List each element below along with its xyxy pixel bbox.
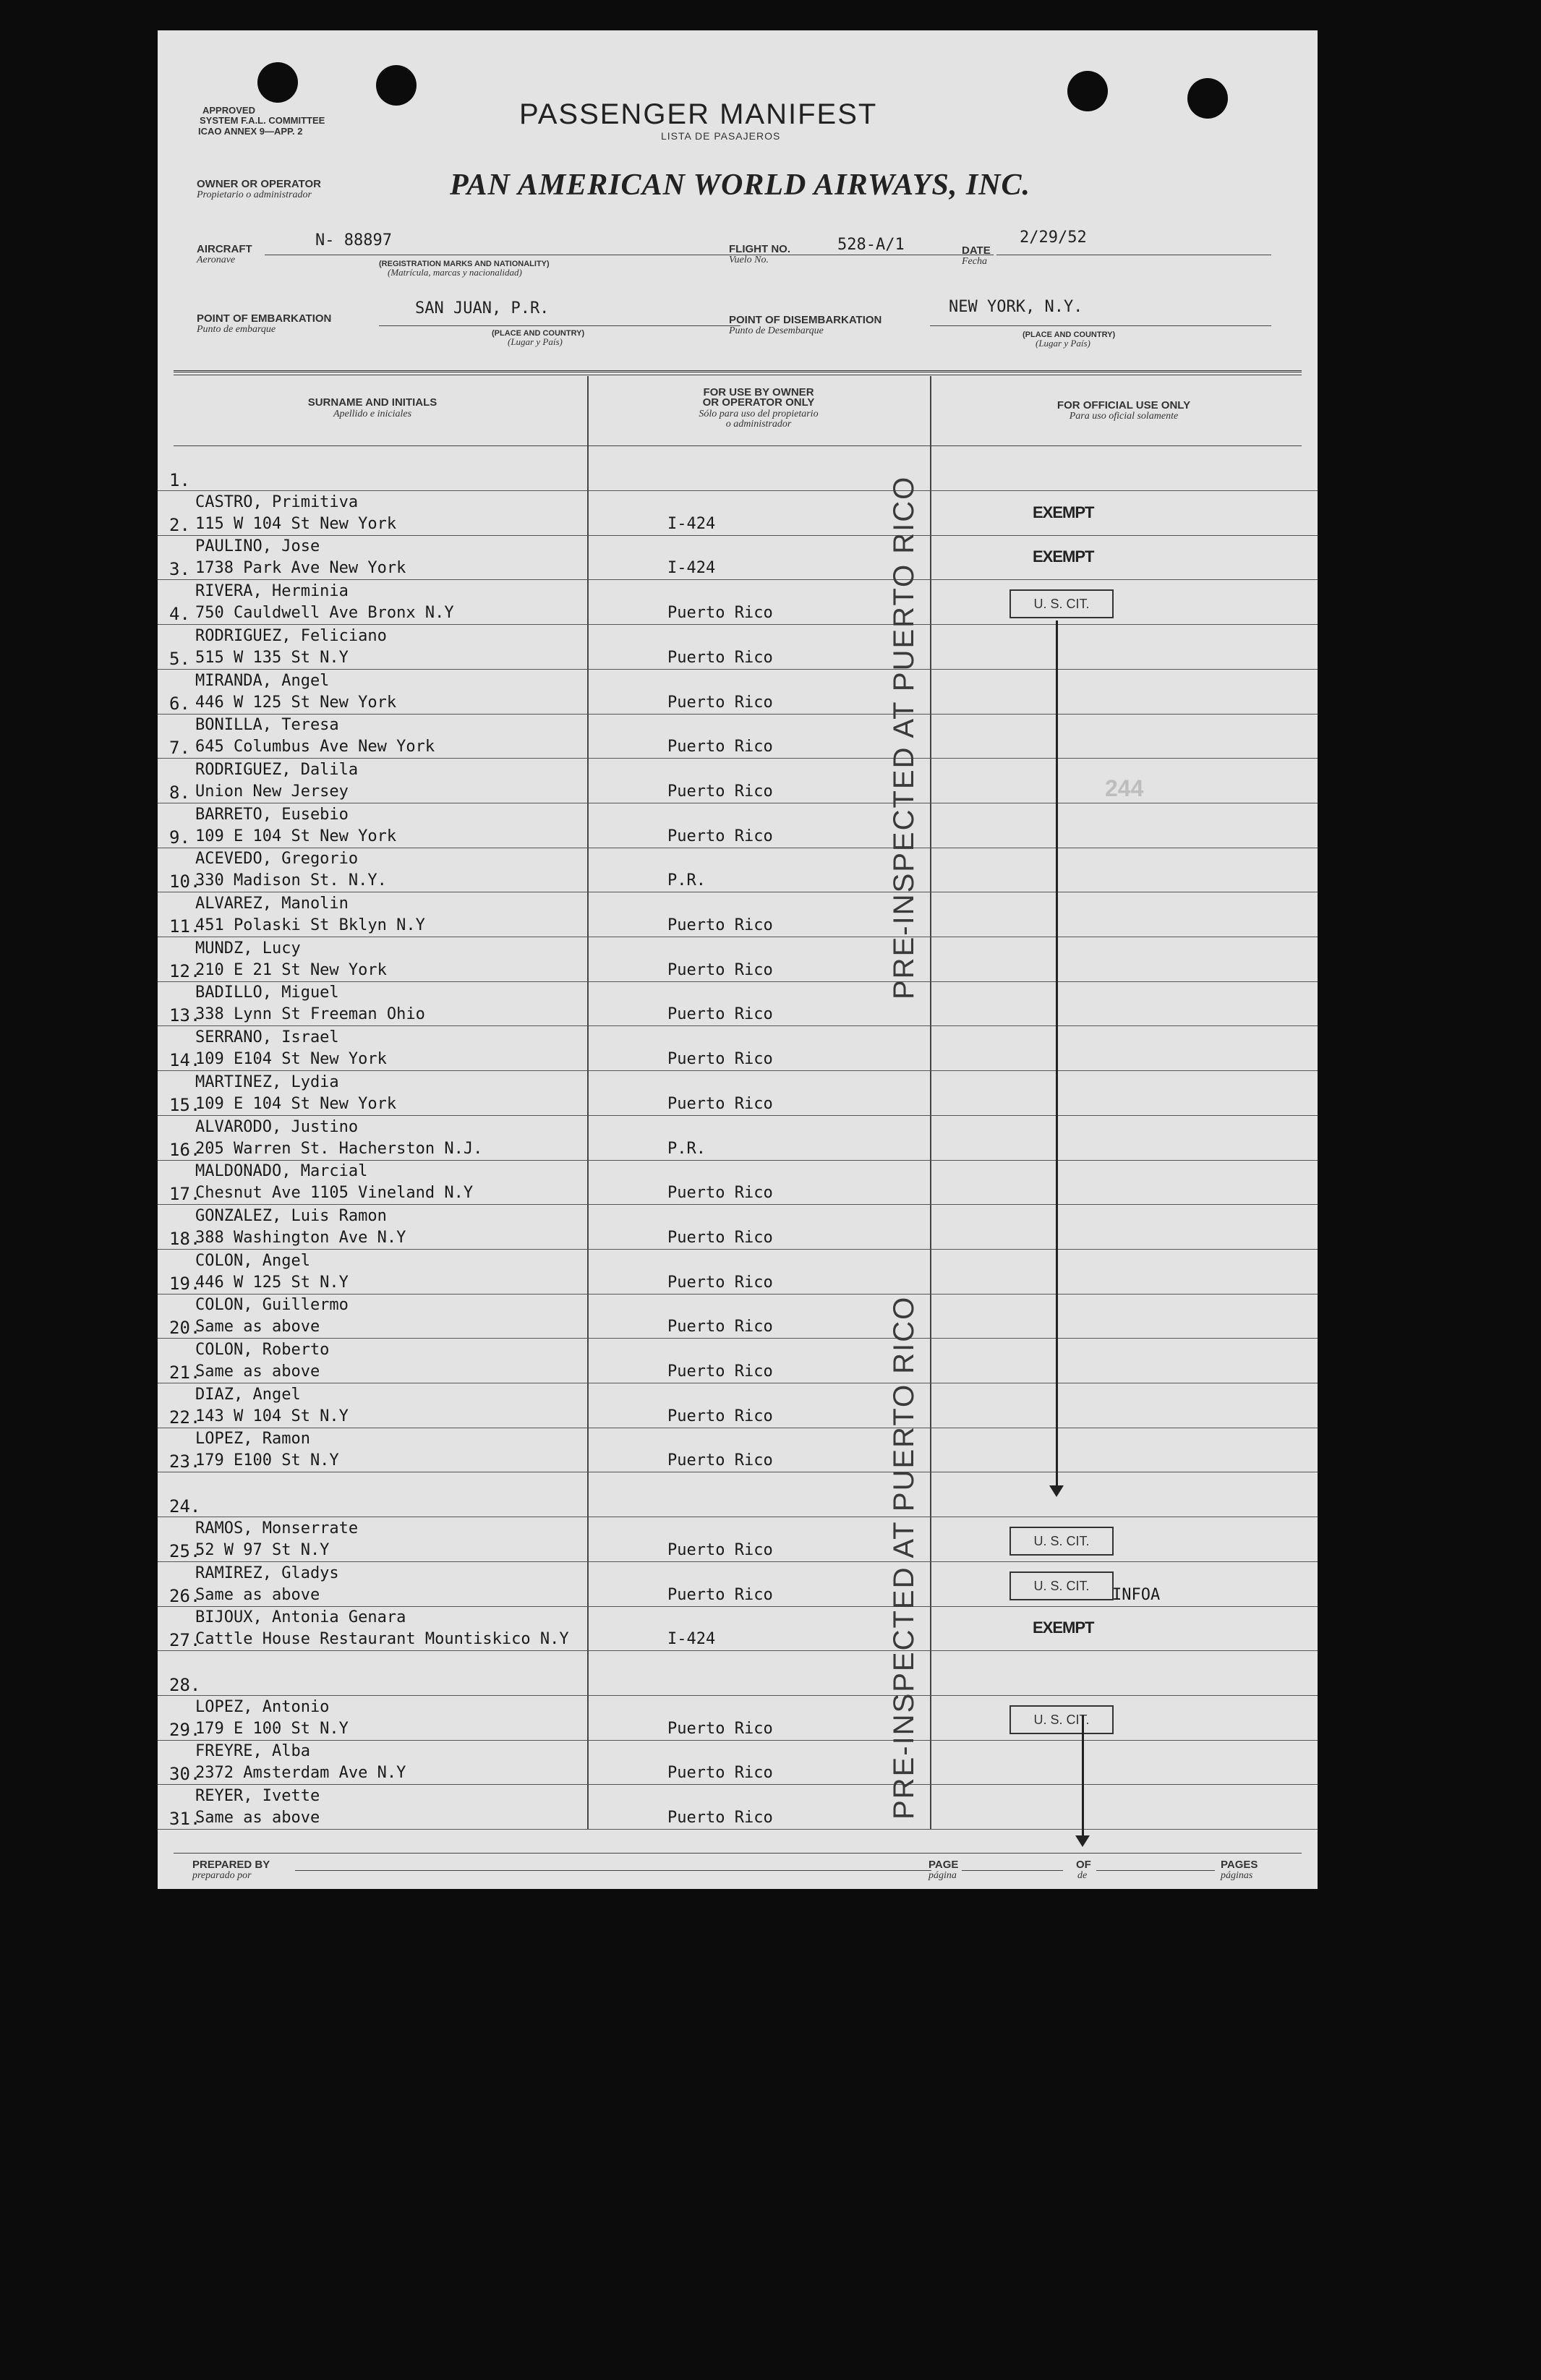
- passenger-name: ALVARODO, Justino: [195, 1117, 359, 1136]
- table-row: [158, 1739, 1318, 1785]
- date-value: 2/29/52: [1020, 229, 1087, 247]
- table-row: [158, 1025, 1318, 1071]
- approval-line-3: ICAO ANNEX 9—APP. 2: [198, 126, 303, 137]
- pre-inspected-stamp-1: PRE-INSPECTED AT PUERTO RICO: [888, 475, 920, 999]
- official-stamp: EXEMPT: [1033, 503, 1094, 521]
- row-number: 8.: [169, 782, 190, 803]
- passenger-address: 109 E 104 St New York: [195, 827, 397, 845]
- col-header-owner-es-2: o administrador: [725, 419, 792, 430]
- table-row: [158, 937, 1318, 982]
- passenger-origin: Puerto Rico: [667, 1809, 773, 1827]
- passenger-address: 1738 Park Ave New York: [195, 559, 406, 578]
- passenger-origin: Puerto Rico: [667, 1094, 773, 1113]
- embark-value: SAN JUAN, P.R.: [415, 299, 550, 317]
- pages-label: PAGES: [1221, 1859, 1258, 1871]
- passenger-name: MUNDZ, Lucy: [195, 939, 301, 957]
- row-number: 7.: [169, 738, 190, 759]
- embark-label-es: Punto de embarque: [197, 324, 276, 335]
- disembark-caption: (PLACE AND COUNTRY): [1023, 330, 1116, 339]
- table-row: [158, 1695, 1318, 1741]
- table-top-rule: [174, 370, 1302, 372]
- disembark-value: NEW YORK, N.Y.: [949, 298, 1083, 316]
- passenger-name: ACEVEDO, Gregorio: [195, 850, 359, 869]
- passenger-name: RIVERA, Herminia: [195, 582, 349, 601]
- passenger-address: 109 E 104 St New York: [195, 1094, 397, 1113]
- owner-label: OWNER OR OPERATOR: [197, 178, 321, 190]
- official-stamp: EXEMPT: [1033, 547, 1094, 566]
- passenger-note: INFOA: [1112, 1585, 1161, 1604]
- row-number: 2.: [169, 514, 190, 535]
- passenger-origin: I-424: [667, 514, 716, 533]
- passenger-origin: Puerto Rico: [667, 916, 773, 934]
- flight-value: 528-A/1: [837, 236, 905, 254]
- passenger-origin: Puerto Rico: [667, 738, 773, 756]
- embark-line: [379, 325, 740, 326]
- aircraft-label-es: Aeronave: [197, 255, 236, 265]
- passenger-origin: Puerto Rico: [667, 693, 773, 712]
- table-row: [158, 490, 1318, 536]
- row-number: 25.: [169, 1540, 201, 1561]
- date-label-es: Fecha: [962, 256, 987, 267]
- pre-inspected-stamp-2: PRE-INSPECTED AT PUERTO RICO: [888, 1295, 920, 1820]
- passenger-name: MARTINEZ, Lydia: [195, 1072, 339, 1091]
- page-title: PASSENGER MANIFEST: [519, 98, 878, 130]
- passenger-address: 446 W 125 St N.Y: [195, 1273, 349, 1292]
- table-row: [158, 847, 1318, 892]
- row-number: 22.: [169, 1407, 201, 1428]
- passenger-origin: Puerto Rico: [667, 1005, 773, 1024]
- table-row: [158, 1249, 1318, 1295]
- passenger-name: COLON, Guillermo: [195, 1296, 349, 1315]
- page-label: PAGE: [929, 1859, 959, 1871]
- punch-hole: [376, 65, 417, 106]
- manifest-sheet: [158, 30, 1318, 1889]
- of-label: OF: [1076, 1859, 1091, 1871]
- passenger-origin: P.R.: [667, 1139, 706, 1158]
- row-number: 24.: [169, 1496, 201, 1517]
- passenger-address: 338 Lynn St Freeman Ohio: [195, 1005, 425, 1024]
- passenger-address: 210 E 21 St New York: [195, 960, 387, 979]
- row-number: 19.: [169, 1273, 201, 1294]
- passenger-address: 330 Madison St. N.Y.: [195, 871, 387, 890]
- table-row: [158, 1650, 1318, 1696]
- aircraft-caption-es: (Matrícula, marcas y nacionalidad): [388, 267, 522, 278]
- passenger-address: 109 E104 St New York: [195, 1050, 387, 1069]
- passenger-origin: Puerto Rico: [667, 960, 773, 979]
- table-row: [158, 1204, 1318, 1250]
- of-line: [1096, 1870, 1215, 1871]
- row-number: 13.: [169, 1005, 201, 1026]
- passenger-name: RAMIREZ, Gladys: [195, 1564, 339, 1582]
- aircraft-value: N- 88897: [315, 231, 392, 249]
- row-number: 11.: [169, 916, 201, 937]
- passenger-address: 179 E 100 St N.Y: [195, 1719, 349, 1738]
- table-row: [158, 1517, 1318, 1562]
- table-row: [158, 1338, 1318, 1383]
- passenger-address: 143 W 104 St N.Y: [195, 1407, 349, 1425]
- table-row: [158, 1561, 1318, 1607]
- table-row: [158, 892, 1318, 937]
- col-header-official: FOR OFFICIAL USE ONLY: [1056, 399, 1191, 411]
- passenger-origin: Puerto Rico: [667, 782, 773, 801]
- passenger-name: COLON, Angel: [195, 1251, 310, 1270]
- passenger-address: 750 Cauldwell Ave Bronx N.Y: [195, 604, 454, 623]
- owner-label-es: Propietario o administrador: [197, 189, 312, 200]
- row-number: 10.: [169, 871, 201, 892]
- passenger-origin: Puerto Rico: [667, 827, 773, 845]
- passenger-name: COLON, Roberto: [195, 1341, 330, 1359]
- table-row: [158, 1784, 1318, 1830]
- page-label-es: página: [929, 1870, 957, 1881]
- row-number: 28.: [169, 1674, 201, 1695]
- official-stamp: U. S. CIT.: [1009, 589, 1114, 618]
- col-header-name-es: Apellido e iniciales: [333, 409, 412, 419]
- table-row: [158, 1293, 1318, 1339]
- passenger-name: LOPEZ, Ramon: [195, 1430, 310, 1449]
- passenger-address: Chesnut Ave 1105 Vineland N.Y: [195, 1184, 474, 1203]
- pages-label-es: páginas: [1221, 1870, 1253, 1881]
- embark-label: POINT OF EMBARKATION: [197, 312, 332, 325]
- passenger-name: SERRANO, Israel: [195, 1028, 339, 1047]
- row-number: 4.: [169, 604, 190, 625]
- disembark-label-es: Punto de Desembarque: [729, 325, 824, 336]
- ditto-arrowhead-2: [1075, 1835, 1090, 1847]
- passenger-address: Same as above: [195, 1318, 320, 1336]
- row-number: 26.: [169, 1585, 201, 1606]
- footer-rule: [174, 1853, 1302, 1854]
- row-number: 31.: [169, 1809, 201, 1829]
- row-number: 30.: [169, 1764, 201, 1785]
- punch-hole: [1067, 71, 1108, 111]
- prepared-line: [295, 1870, 931, 1871]
- ditto-arrowhead-1: [1049, 1485, 1064, 1497]
- row-number: 1.: [169, 470, 190, 490]
- passenger-name: BONILLA, Teresa: [195, 716, 339, 735]
- passenger-name: BIJOUX, Antonia Genara: [195, 1608, 406, 1627]
- embark-caption-es: (Lugar y País): [508, 336, 563, 347]
- passenger-address: Same as above: [195, 1362, 320, 1381]
- row-number: 18.: [169, 1228, 201, 1249]
- passenger-origin: I-424: [667, 559, 716, 578]
- col-header-name: SURNAME AND INITIALS: [307, 396, 437, 409]
- embark-caption: (PLACE AND COUNTRY): [492, 329, 585, 338]
- passenger-origin: Puerto Rico: [667, 1362, 773, 1381]
- passenger-origin: Puerto Rico: [667, 1228, 773, 1247]
- passenger-origin: Puerto Rico: [667, 604, 773, 623]
- table-row: [158, 758, 1318, 803]
- passenger-name: GONZALEZ, Luis Ramon: [195, 1206, 387, 1225]
- passenger-origin: P.R.: [667, 871, 706, 890]
- flight-label-es: Vuelo No.: [729, 255, 769, 265]
- row-number: 5.: [169, 648, 190, 669]
- disembark-caption-es: (Lugar y País): [1036, 338, 1090, 349]
- col-header-owner-2: OR OPERATOR ONLY: [702, 396, 815, 409]
- row-number: 23.: [169, 1451, 201, 1472]
- passenger-address: Same as above: [195, 1585, 320, 1604]
- passenger-address: 205 Warren St. Hacherston N.J.: [195, 1139, 483, 1158]
- passenger-origin: Puerto Rico: [667, 648, 773, 667]
- of-label-es: de: [1077, 1870, 1088, 1881]
- table-row: [158, 803, 1318, 848]
- page-subtitle: LISTA DE PASAJEROS: [661, 130, 781, 142]
- table-row: [158, 579, 1318, 625]
- passenger-name: ALVAREZ, Manolin: [195, 895, 349, 913]
- row-number: 29.: [169, 1719, 201, 1740]
- table-row: [158, 534, 1318, 580]
- passenger-address: 115 W 104 St New York: [195, 514, 397, 533]
- approval-line-2: SYSTEM F.A.L. COMMITTEE: [200, 115, 325, 126]
- approval-line-1: APPROVED: [202, 105, 255, 116]
- passenger-origin: Puerto Rico: [667, 1540, 773, 1559]
- table-row: [158, 1070, 1318, 1116]
- table-row: [158, 1383, 1318, 1428]
- passenger-list: [158, 445, 1318, 1830]
- row-number: 21.: [169, 1362, 201, 1383]
- aircraft-label: AIRCRAFT: [197, 243, 252, 255]
- ditto-arrow-1: [1056, 620, 1058, 1488]
- passenger-origin: Puerto Rico: [667, 1407, 773, 1425]
- prepared-label-es: preparado por: [192, 1870, 252, 1881]
- page-line: [962, 1870, 1063, 1871]
- date-label: DATE: [962, 244, 991, 257]
- col-header-official-es: Para uso oficial solamente: [1069, 411, 1179, 422]
- passenger-origin: Puerto Rico: [667, 1451, 773, 1470]
- passenger-origin: Puerto Rico: [667, 1719, 773, 1738]
- passenger-origin: Puerto Rico: [667, 1318, 773, 1336]
- row-number: 6.: [169, 693, 190, 714]
- passenger-name: RAMOS, Monserrate: [195, 1519, 359, 1537]
- table-row: [158, 1427, 1318, 1472]
- row-number: 14.: [169, 1050, 201, 1071]
- official-stamp: EXEMPT: [1033, 1618, 1094, 1637]
- punch-hole: [1187, 78, 1228, 119]
- table-row: [158, 445, 1318, 491]
- passenger-name: MIRANDA, Angel: [195, 671, 330, 690]
- disembark-line: [930, 325, 1271, 326]
- passenger-name: FREYRE, Alba: [195, 1742, 310, 1761]
- row-number: 15.: [169, 1094, 201, 1115]
- owner-name: PAN AMERICAN WORLD AIRWAYS, INC.: [450, 169, 1031, 202]
- col-header-owner-es-1: Sólo para uso del propietario: [699, 409, 819, 419]
- passenger-address: 2372 Amsterdam Ave N.Y: [195, 1764, 406, 1783]
- passenger-address: 451 Polaski St Bklyn N.Y: [195, 916, 425, 934]
- passenger-address: Same as above: [195, 1809, 320, 1827]
- passenger-name: MALDONADO, Marcial: [195, 1162, 368, 1181]
- passenger-origin: Puerto Rico: [667, 1184, 773, 1203]
- table-row: [158, 1159, 1318, 1205]
- row-number: 27.: [169, 1630, 201, 1651]
- passenger-address: 645 Columbus Ave New York: [195, 738, 435, 756]
- official-stamp: U. S. CIT.: [1009, 1571, 1114, 1600]
- disembark-label: POINT OF DISEMBARKATION: [729, 314, 882, 326]
- row-number: 3.: [169, 559, 190, 580]
- table-row: [158, 1472, 1318, 1517]
- passenger-origin: Puerto Rico: [667, 1585, 773, 1604]
- col-header-owner-1: FOR USE BY OWNER: [703, 386, 814, 398]
- passenger-name: CASTRO, Primitiva: [195, 492, 359, 511]
- passenger-name: RODRIGUEZ, Dalila: [195, 760, 359, 779]
- passenger-address: Cattle House Restaurant Mountiskico N.Y: [195, 1630, 569, 1649]
- passenger-origin: I-424: [667, 1630, 716, 1649]
- table-row: [158, 981, 1318, 1026]
- passenger-address: 388 Washington Ave N.Y: [195, 1228, 406, 1247]
- row-number: 9.: [169, 827, 190, 848]
- passenger-name: LOPEZ, Antonio: [195, 1697, 330, 1716]
- official-stamp: U. S. CIT.: [1009, 1705, 1114, 1734]
- faint-stamp: 244: [1105, 775, 1144, 801]
- passenger-name: BARRETO, Eusebio: [195, 805, 349, 824]
- official-stamp: U. S. CIT.: [1009, 1527, 1114, 1556]
- passenger-address: Union New Jersey: [195, 782, 349, 801]
- passenger-address: 446 W 125 St New York: [195, 693, 397, 712]
- ditto-arrow-2: [1082, 1715, 1084, 1838]
- flight-label: FLIGHT NO.: [729, 243, 790, 255]
- passenger-name: REYER, Ivette: [195, 1787, 320, 1805]
- passenger-address: 515 W 135 St N.Y: [195, 648, 349, 667]
- passenger-name: RODRIGUEZ, Feliciano: [195, 626, 387, 645]
- passenger-origin: Puerto Rico: [667, 1050, 773, 1069]
- prepared-label: PREPARED BY: [192, 1859, 270, 1871]
- passenger-name: BADILLO, Miguel: [195, 984, 339, 1002]
- row-number: 17.: [169, 1184, 201, 1205]
- passenger-origin: Puerto Rico: [667, 1273, 773, 1292]
- passenger-address: 52 W 97 St N.Y: [195, 1540, 330, 1559]
- row-number: 20.: [169, 1318, 201, 1339]
- row-number: 16.: [169, 1139, 201, 1160]
- punch-hole: [257, 62, 298, 103]
- passenger-name: DIAZ, Angel: [195, 1385, 301, 1404]
- table-row: [158, 624, 1318, 670]
- row-number: 12.: [169, 960, 201, 981]
- aircraft-caption: (REGISTRATION MARKS AND NATIONALITY): [379, 260, 550, 268]
- passenger-name: PAULINO, Jose: [195, 537, 320, 556]
- table-row: [158, 669, 1318, 715]
- table-row: [158, 1115, 1318, 1161]
- passenger-origin: Puerto Rico: [667, 1764, 773, 1783]
- passenger-address: 179 E100 St N.Y: [195, 1451, 339, 1470]
- table-row: [158, 1605, 1318, 1651]
- table-row: [158, 713, 1318, 759]
